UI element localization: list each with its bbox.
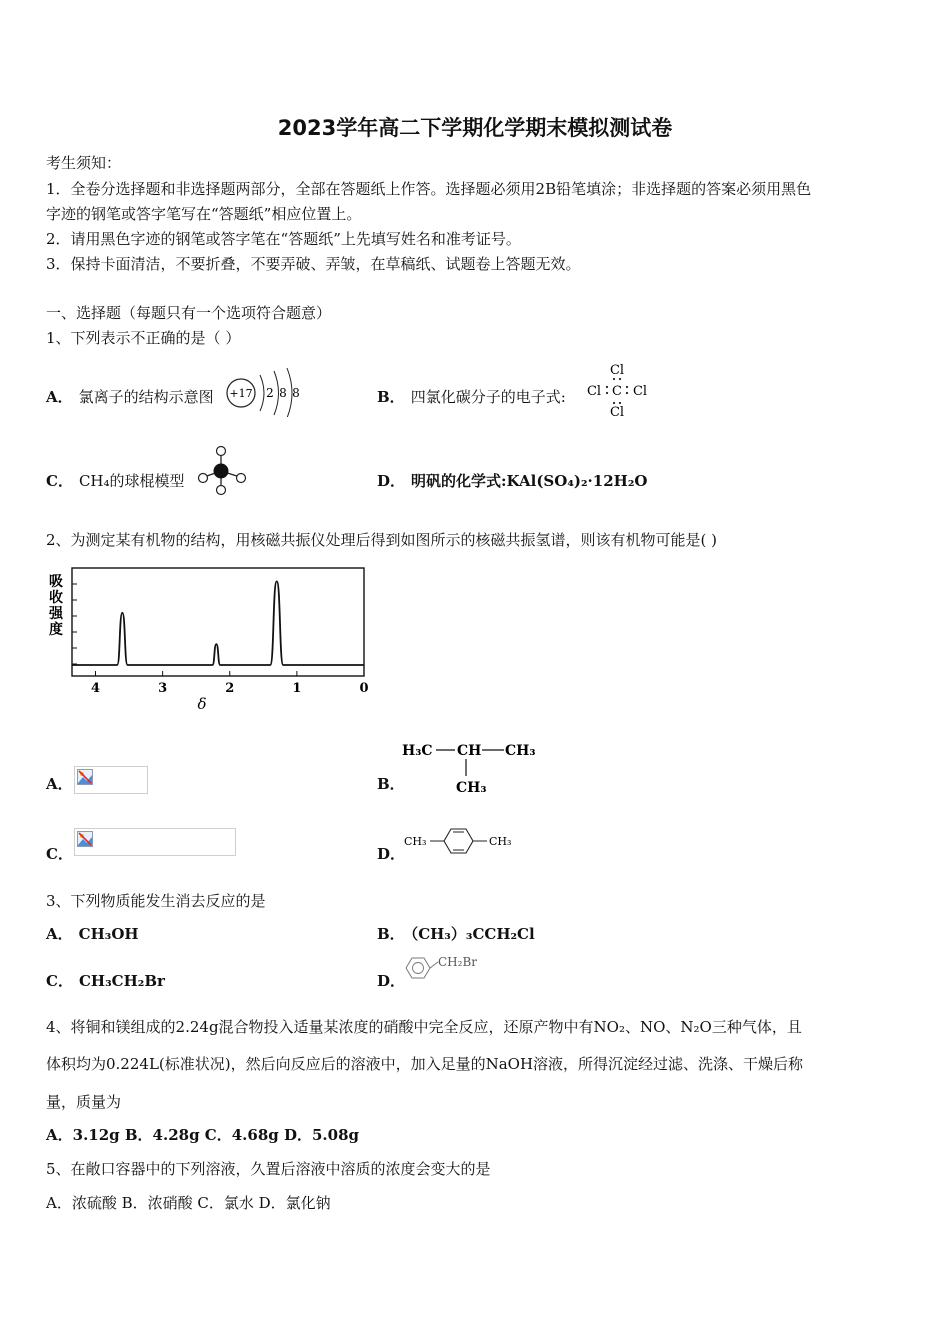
q3-stem: 3、下列物质能发生消去反应的是: [46, 892, 266, 910]
option-label: B．: [377, 925, 405, 943]
q3-option-b: [377, 923, 535, 944]
option-label: D．: [377, 472, 406, 490]
option-label: C．: [46, 472, 73, 490]
q3-option-c: [46, 970, 165, 991]
ccl4-electron-formula: [582, 360, 652, 422]
benzyl-bromide-structure: [402, 952, 492, 982]
broken-image-icon: [77, 831, 93, 847]
x-tick-label: 1: [292, 681, 302, 696]
q4-stem-line: 量，质量为: [46, 1093, 122, 1111]
option-label: D．: [377, 972, 406, 990]
atom-label: H₃C: [402, 743, 433, 759]
ion-shell-label: 8: [292, 386, 300, 400]
q2-stem: 2、为测定某有机物的结构，用核磁共振仪处理后得到如图所示的核磁共振氢谱，则该有机物可能是( ): [46, 531, 718, 549]
q3-option-a: [46, 923, 139, 944]
section-heading: 一、选择题（每题只有一个选项符合题意）: [46, 304, 332, 322]
notice-item: 1．全卷分选择题和非选择题两部分，全部在答题纸上作答。选择题必须用2B铅笔填涂；非选择题的答案必须用黑色: [46, 180, 812, 198]
q1-option-a: [46, 386, 214, 407]
notice-heading: 考生须知：: [46, 154, 122, 172]
option-label: C．: [46, 972, 73, 990]
atom-label: Cl: [586, 384, 602, 399]
isobutane-structure: [400, 736, 540, 798]
atom-label: CH₃: [505, 743, 536, 759]
page-title: 2023学年高二下学期化学期末模拟测试卷: [277, 116, 673, 140]
q4-options: A．3.12g B．4.28g C．4.68g D．5.08g: [46, 1126, 360, 1144]
atom-label: C: [612, 384, 622, 399]
ch4-ball-stick-model: [196, 444, 248, 496]
q1-option-d: [377, 470, 647, 491]
broken-image: [74, 766, 148, 794]
option-text: CH₃OH: [78, 925, 139, 943]
atom-label: Cl: [609, 405, 625, 420]
atom-label: Cl: [609, 363, 625, 378]
option-label: B．: [377, 775, 405, 793]
option-label: D．: [377, 845, 406, 863]
option-label: A．: [46, 925, 73, 943]
option-text: 明矾的化学式:KAl(SO₄)₂·12H₂O: [411, 472, 648, 490]
atom-label: Cl: [632, 384, 648, 399]
notice-item: 字迹的钢笔或答字笔写在“答题纸”相应位置上。: [46, 205, 362, 223]
p-xylene-structure: [404, 822, 519, 858]
ion-shell-label: 2: [266, 386, 274, 400]
atom-label: CH: [457, 743, 482, 759]
chart-ylabel-char: 吸: [49, 574, 63, 590]
substituent-label: CH₂Br: [438, 955, 478, 969]
chloride-ion-diagram: [224, 365, 304, 417]
notice-item: 2．请用黑色字迹的钢笔或答字笔在“答题纸”上先填写姓名和准考证号。: [46, 230, 521, 248]
ion-nucleus-label: +17: [229, 387, 253, 400]
option-label: A．: [46, 775, 73, 793]
x-tick-label: 4: [90, 681, 101, 696]
option-label: A．: [46, 388, 73, 406]
option-label: B．: [377, 388, 405, 406]
broken-image-icon: [77, 769, 93, 785]
x-tick-label: 3: [158, 681, 168, 696]
x-tick-label: 2: [225, 681, 235, 696]
option-text: 四氯化碳分子的电子式:: [410, 388, 566, 406]
q5-stem: 5、在敞口容器中的下列溶液，久置后溶液中溶质的浓度会变大的是: [46, 1160, 491, 1178]
atom-label: CH₃: [456, 780, 487, 796]
ion-shell-label: 8: [279, 386, 287, 400]
nmr-trace: [72, 581, 364, 665]
q4-stem-line: 4、将铜和镁组成的2.24g混合物投入适量某浓度的硝酸中完全反应，还原产物中有NO₂、NO、N₂O三种气体，且: [46, 1018, 802, 1036]
option-label: C．: [46, 845, 73, 863]
q4-stem-line: 体积均为0.224L(标准状况)，然后向反应后的溶液中，加入足量的NaOH溶液，所得沉淀经过滤、洗涤、干燥后称: [46, 1055, 804, 1073]
chart-xlabel: δ: [197, 695, 207, 713]
chart-ylabel-char: 收: [49, 590, 63, 606]
option-text: CH₄的球棍模型: [78, 472, 185, 490]
chart-ylabel-char: 度: [49, 622, 63, 638]
q1-option-b: [377, 386, 566, 407]
notice-item: 3．保持卡面清洁，不要折叠，不要弄破、弄皱，在草稿纸、试题卷上答题无效。: [46, 255, 581, 273]
option-text: 氯离子的结构示意图: [78, 388, 214, 406]
q5-options: A．浓硫酸 B．浓硝酸 C．氯水 D．氯化钠: [46, 1194, 331, 1212]
chart-ylabel-char: 强: [49, 606, 63, 622]
option-text: （CH₃）₃CCH₂Cl: [410, 925, 535, 943]
atom-label: CH₃: [404, 835, 427, 848]
q1-stem: 1、下列表示不正确的是（ ）: [46, 329, 241, 347]
broken-image: [74, 828, 236, 856]
x-tick-label: 0: [359, 681, 369, 696]
atom-label: CH₃: [489, 835, 512, 848]
nmr-spectrum-chart: [44, 566, 374, 716]
q1-option-c: [46, 470, 185, 491]
option-text: CH₃CH₂Br: [78, 972, 165, 990]
